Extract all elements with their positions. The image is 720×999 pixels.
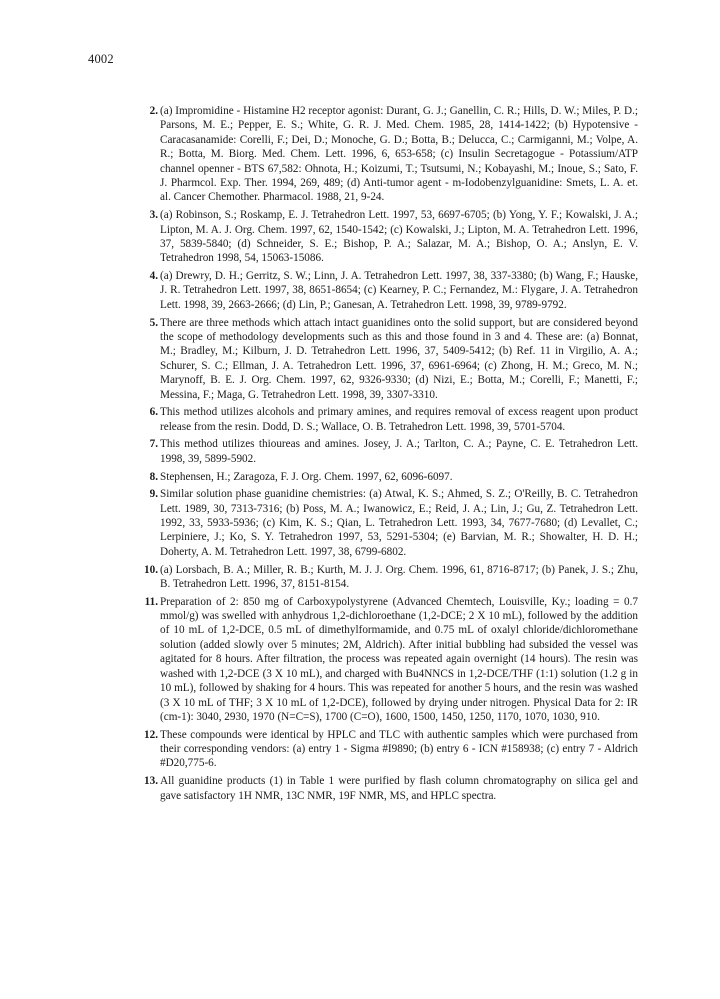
reference-item — [140, 437, 638, 466]
reference-number: 2. — [149, 105, 158, 117]
reference-number: 3. — [149, 209, 158, 222]
reference-item — [140, 269, 638, 312]
reference-number: 13. — [144, 775, 158, 788]
reference-item — [140, 208, 638, 266]
reference-number: 7. — [149, 438, 158, 451]
reference-list — [140, 104, 638, 806]
reference-number: 8. — [149, 470, 158, 483]
reference-number: 12. — [144, 728, 158, 741]
reference-item — [140, 774, 638, 803]
reference-text: There are three methods which attach intact guanidines onto the solid support, but are considered beyond the scope of methodology developments such as this and those found in 3 and 4. These are: (a) Bonnat, M.; Bradley, M.; Kilburn, J. D. Tetrahedron Lett. 1996, 37, 5409-5412; (b) Ref. 11 in Virgilio, A. A.; Schurer, S. C.; Ellman, J. A. Tetrahedron Lett. 1996, 37, 6961-6964; (c) Zhong, H. M.; Greco, M. N.; Marynoff, B. E. J. Org. Chem. 1997, 62, 9326-9330; (d) Nizi, E.; Botta, M.; Corelli, F.; Manetti, F.; Messina, F.; Maga, G. Tetrahedron Lett. 1998, 39, 3307-3310. — [160, 316, 638, 401]
reference-text: (a) Robinson, S.; Roskamp, E. J. Tetrahedron Lett. 1997, 53, 6697-6705; (b) Yong, Y. F.; Kowalski, J. A.; Lipton, M. A. J. Org. Chem. 1997, 62, 1540-1542; (c) Kowalski, J.; Lipton, M. A. Tetrahedron Lett. 1996, 37, 5839-5840; (d) Schneider, S. E.; Bishop, P. A.; Salazar, M. A.; Bishop, O. A.; Anslyn, E. V. Tetrahedron 1998, 54, 15063-15086. — [160, 209, 638, 265]
reference-text: All guanidine products (1) in Table 1 were purified by flash column chromatography on silica gel and gave satisfactory 1H NMR, 13C NMR, 19F NMR, MS, and HPLC spectra. — [160, 775, 638, 802]
reference-number: 6. — [149, 406, 158, 419]
reference-text: This method utilizes alcohols and primary amines, and requires removal of excess reagent upon product release from the resin. Dodd, D. S.; Wallace, O. B. Tetrahedron Lett. 1998, 39, 5701-5704. — [160, 406, 638, 433]
reference-number: 4. — [149, 270, 158, 283]
reference-number: 10. — [144, 563, 158, 576]
reference-text: This method utilizes thioureas and amines. Josey, J. A.; Tarlton, C. A.; Payne, C. E. Tetrahedron Lett. 1998, 39, 5899-5902. — [160, 438, 638, 465]
reference-text: Preparation of 2: 850 mg of Carboxypolystyrene (Advanced Chemtech, Louisville, Ky.; loading = 0.7 mmol/g) was swelled with anhydrous 1,2-dichloroethane (1,2-DCE; 2 X 10 mL), followed by the addition of 10 mL of 1,2-DCE, 0.5 mL of dimethylformamide, and 0.75 mL of oxalyl chloride/dichloromethane solution (added slowly over 5 minutes; 2M, Aldrich). After initial bubbling had subsided the vessel was agitated for 8 hours. After filtration, the process was repeated again overnight (14 hours). The resin was washed with 1,2-DCE (3 X 10 mL), and charged with Bu4NNCS in 1,2-DCE/THF (1:1) solution (1.2 g in 10 mL), followed by shaking for 4 hours. This was repeated for another 5 hours, and the resin was washed (3 X 10 mL of THF; 3 X 10 mL of 1,2-DCE), followed by drying under nitrogen. Physical Data for 2: IR (cm-1): 3040, 2930, 1970 (N=C=S), 1700 (C=O), 1600, 1500, 1450, 1250, 1170, 1070, 1030, 910. — [160, 595, 638, 723]
reference-item — [140, 104, 638, 205]
reference-number: 9. — [149, 488, 158, 501]
reference-item — [140, 728, 638, 771]
reference-number: 5. — [149, 316, 158, 329]
reference-text: These compounds were identical by HPLC and TLC with authentic samples which were purchased from their corresponding vendors: (a) entry 1 - Sigma #I9890; (b) entry 6 - ICN #158938; (c) entry 7 - Aldrich #D20,775-6. — [160, 728, 638, 770]
page-number: 4002 — [88, 52, 114, 66]
reference-text: (a) Drewry, D. H.; Gerritz, S. W.; Linn, J. A. Tetrahedron Lett. 1997, 38, 337-3380; (b) Wang, F.; Hauske, J. R. Tetrahedron Lett. 1997, 38, 8651-8654; (c) Kearney, P. C.; Fernandez, M.: Flygare, J. A. Tetrahedron Lett. 1998, 39, 2663-2666; (d) Lin, P.; Ganesan, A. Tetrahedron Lett. 1998, 39, 9789-9792. — [160, 270, 638, 311]
reference-text: Similar solution phase guanidine chemistries: (a) Atwal, K. S.; Ahmed, S. Z.; O'Reilly, B. C. Tetrahedron Lett. 1989, 30, 7313-7316; (b) Poss, M. A.; Iwanowicz, E.; Reid, J. A.; Lin, J.; Gu, Z. Tetrahedron Lett. 1992, 33, 5933-5936; (c) Kim, K. S.; Qian, L. Tetrahedron Lett. 1993, 34, 7677-7680; (d) Levallet, C.; Lerpiniere, J.; Ko, S. Y. Tetrahedron 1997, 53, 5291-5304; (e) Barvian, M. R.; Showalter, H. D. H.; Doherty, A. M. Tetrahedron Lett. 1997, 38, 6799-6802. — [160, 488, 638, 558]
reference-item — [140, 316, 638, 402]
reference-item — [140, 487, 638, 559]
reference-item — [140, 595, 638, 725]
reference-text: Stephensen, H.; Zaragoza, F. J. Org. Chem. 1997, 62, 6096-6097. — [160, 470, 453, 483]
reference-text: (a) Lorsbach, B. A.; Miller, R. B.; Kurth, M. J. J. Org. Chem. 1996, 61, 8716-8717; (b) Panek, J. S.; Zhu, B. Tetrahedron Lett. 1996, 37, 8151-8154. — [160, 563, 638, 590]
reference-text: (a) Impromidine - Histamine H2 receptor agonist: Durant, G. J.; Ganellin, C. R.; Hills, D. W.; Miles, P. D.; Parsons, M. E.; Pepper, E. S.; White, G. R. J. Med. Chem. 1985, 28, 1414-1422; (b) Hypotensive - Caracasanamide: Corelli, F.; Dei, D.; Monoche, G. D.; Botta, B.; Delucca, C.; Carmiganni, M.; Volpe, A. R.; Botta, M. Biorg. Med. Chem. Lett. 1996, 6, 653-658; (c) Insulin Secretagogue - Potassium/ATP channel openner - BTS 67,582: Ohnota, H.; Koizumi, T.; Tsutsumi, N.; Kobayashi, M.; Inoue, S.; Sato, F. J. Pharmcol. Exp. Ther. 1994, 269, 489; (d) Anti-tumor agent - m-Iodobenzylguanidine: Smets, L. A. et. al. Cancer Chemother. Pharmacol. 1988, 21, 9-24. — [160, 105, 638, 204]
reference-item — [140, 405, 638, 434]
reference-number: 11. — [144, 595, 158, 608]
reference-item — [140, 470, 638, 484]
reference-item — [140, 563, 638, 592]
